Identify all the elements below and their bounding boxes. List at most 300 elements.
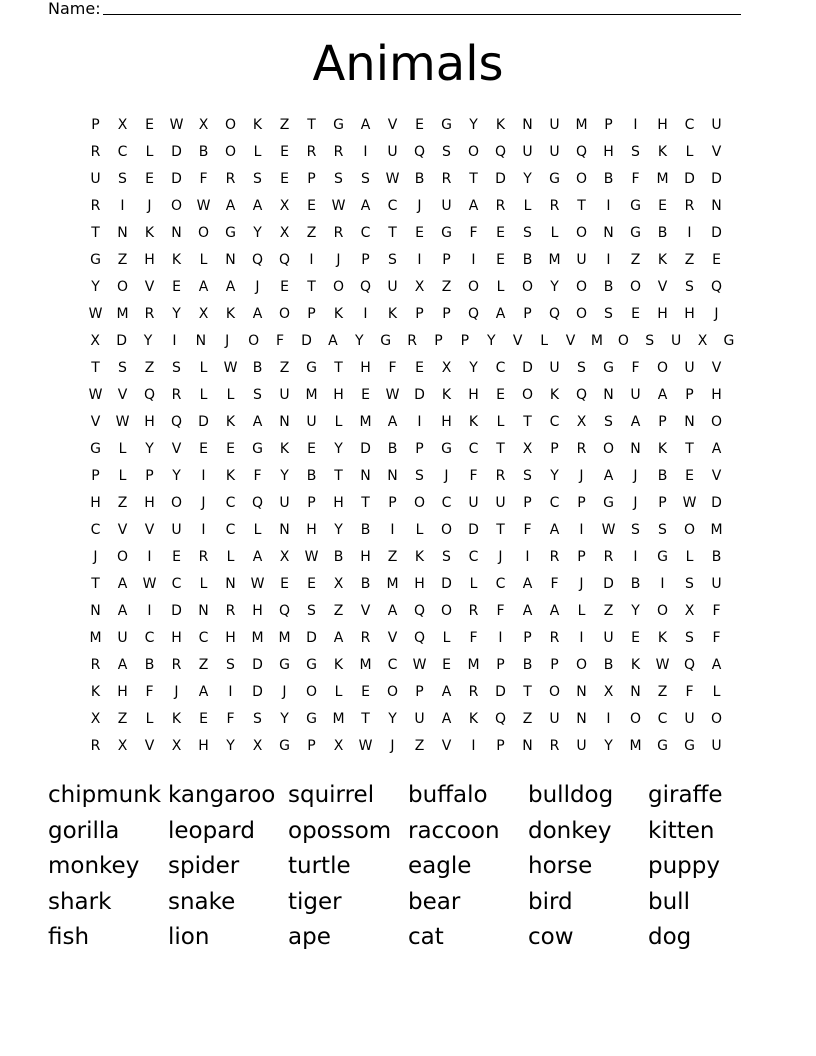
grid-letter[interactable]: N: [522, 738, 533, 754]
grid-letter[interactable]: Q: [359, 279, 372, 295]
grid-letter[interactable]: E: [307, 441, 316, 457]
grid-letter[interactable]: K: [225, 306, 236, 322]
grid-letter[interactable]: X: [198, 306, 209, 322]
grid-letter[interactable]: N: [225, 252, 236, 268]
grid-letter[interactable]: U: [549, 711, 560, 727]
grid-letter[interactable]: A: [333, 630, 344, 646]
grid-letter[interactable]: Q: [575, 387, 588, 403]
grid-letter[interactable]: S: [523, 225, 532, 241]
grid-letter[interactable]: O: [629, 279, 642, 295]
grid-letter[interactable]: Q: [683, 657, 696, 673]
grid-letter[interactable]: D: [711, 495, 722, 511]
grid-letter[interactable]: G: [380, 333, 392, 349]
grid-letter[interactable]: Q: [251, 495, 264, 511]
grid-letter[interactable]: X: [279, 225, 290, 241]
grid-letter[interactable]: W: [601, 522, 616, 538]
grid-letter[interactable]: O: [467, 279, 480, 295]
grid-letter[interactable]: R: [333, 225, 344, 241]
grid-letter[interactable]: F: [712, 603, 721, 619]
grid-letter[interactable]: R: [90, 198, 101, 214]
grid-letter[interactable]: C: [387, 657, 398, 673]
grid-letter[interactable]: P: [415, 684, 424, 700]
grid-letter[interactable]: I: [228, 684, 233, 700]
grid-letter[interactable]: P: [460, 333, 470, 349]
grid-letter[interactable]: L: [145, 144, 154, 160]
grid-letter[interactable]: F: [685, 684, 694, 700]
grid-letter[interactable]: C: [495, 360, 506, 376]
grid-letter[interactable]: E: [280, 576, 289, 592]
grid-letter[interactable]: S: [388, 252, 397, 268]
grid-letter[interactable]: P: [685, 387, 694, 403]
grid-letter[interactable]: R: [549, 198, 560, 214]
grid-letter[interactable]: M: [467, 657, 480, 673]
grid-letter[interactable]: S: [645, 333, 655, 349]
grid-letter[interactable]: O: [440, 522, 453, 538]
grid-letter[interactable]: I: [471, 738, 476, 754]
grid-letter[interactable]: F: [550, 576, 559, 592]
grid-letter[interactable]: D: [252, 684, 263, 700]
grid-letter[interactable]: C: [117, 144, 128, 160]
grid-letter[interactable]: J: [444, 468, 449, 484]
grid-letter[interactable]: A: [468, 198, 479, 214]
grid-letter[interactable]: O: [548, 684, 561, 700]
grid-letter[interactable]: L: [199, 360, 208, 376]
grid-letter[interactable]: G: [723, 333, 735, 349]
grid-letter[interactable]: L: [145, 711, 154, 727]
grid-letter[interactable]: P: [523, 630, 532, 646]
grid-letter[interactable]: U: [306, 414, 317, 430]
grid-letter[interactable]: U: [684, 711, 695, 727]
grid-letter[interactable]: I: [579, 630, 584, 646]
grid-letter[interactable]: P: [550, 657, 559, 673]
grid-letter[interactable]: X: [576, 414, 587, 430]
grid-letter[interactable]: C: [684, 117, 695, 133]
grid-letter[interactable]: A: [360, 117, 371, 133]
grid-letter[interactable]: Y: [354, 333, 364, 349]
grid-letter[interactable]: L: [415, 522, 424, 538]
grid-letter[interactable]: U: [549, 360, 560, 376]
grid-letter[interactable]: R: [225, 171, 236, 187]
grid-letter[interactable]: L: [577, 603, 586, 619]
grid-letter[interactable]: I: [525, 549, 530, 565]
grid-letter[interactable]: N: [360, 468, 371, 484]
grid-letter[interactable]: I: [633, 549, 638, 565]
grid-letter[interactable]: W: [304, 549, 319, 565]
grid-letter[interactable]: Z: [279, 117, 290, 133]
grid-letter[interactable]: U: [279, 495, 290, 511]
grid-letter[interactable]: T: [91, 360, 100, 376]
grid-letter[interactable]: A: [252, 414, 263, 430]
grid-letter[interactable]: J: [633, 495, 638, 511]
grid-letter[interactable]: S: [685, 279, 694, 295]
grid-letter[interactable]: X: [603, 684, 614, 700]
grid-letter[interactable]: Z: [603, 603, 614, 619]
grid-letter[interactable]: Z: [279, 360, 290, 376]
grid-letter[interactable]: N: [198, 603, 209, 619]
grid-letter[interactable]: C: [549, 495, 560, 511]
grid-letter[interactable]: A: [360, 198, 371, 214]
grid-letter[interactable]: Y: [143, 333, 153, 349]
grid-letter[interactable]: A: [252, 306, 263, 322]
grid-letter[interactable]: V: [711, 360, 722, 376]
grid-letter[interactable]: A: [657, 387, 668, 403]
grid-letter[interactable]: Z: [441, 279, 452, 295]
grid-letter[interactable]: D: [711, 225, 722, 241]
grid-letter[interactable]: U: [711, 117, 722, 133]
grid-letter[interactable]: G: [279, 738, 290, 754]
grid-letter[interactable]: S: [361, 171, 370, 187]
grid-letter[interactable]: R: [549, 549, 560, 565]
grid-letter[interactable]: K: [441, 387, 452, 403]
grid-letter[interactable]: H: [252, 603, 263, 619]
grid-letter[interactable]: B: [603, 171, 614, 187]
grid-letter[interactable]: R: [225, 603, 236, 619]
grid-letter[interactable]: F: [145, 684, 154, 700]
grid-letter[interactable]: O: [278, 306, 291, 322]
grid-letter[interactable]: W: [115, 414, 130, 430]
grid-letter[interactable]: A: [522, 576, 533, 592]
grid-letter[interactable]: G: [441, 225, 452, 241]
grid-letter[interactable]: O: [197, 225, 210, 241]
grid-letter[interactable]: U: [468, 495, 479, 511]
grid-letter[interactable]: F: [523, 522, 532, 538]
grid-letter[interactable]: Z: [117, 711, 128, 727]
grid-letter[interactable]: P: [658, 495, 667, 511]
grid-letter[interactable]: B: [522, 657, 533, 673]
grid-letter[interactable]: S: [442, 144, 451, 160]
grid-letter[interactable]: O: [248, 333, 260, 349]
grid-letter[interactable]: H: [333, 387, 344, 403]
grid-letter[interactable]: Y: [631, 603, 640, 619]
grid-letter[interactable]: H: [711, 387, 722, 403]
grid-letter[interactable]: O: [224, 144, 237, 160]
grid-letter[interactable]: O: [710, 414, 723, 430]
grid-letter[interactable]: P: [496, 738, 505, 754]
grid-letter[interactable]: G: [306, 657, 317, 673]
grid-letter[interactable]: L: [469, 576, 478, 592]
grid-letter[interactable]: O: [575, 171, 588, 187]
grid-letter[interactable]: V: [711, 144, 722, 160]
grid-letter[interactable]: P: [577, 549, 586, 565]
grid-letter[interactable]: X: [279, 549, 290, 565]
grid-letter[interactable]: U: [711, 576, 722, 592]
grid-letter[interactable]: F: [469, 468, 478, 484]
grid-letter[interactable]: A: [549, 603, 560, 619]
grid-letter[interactable]: K: [333, 306, 344, 322]
grid-letter[interactable]: E: [280, 171, 289, 187]
grid-letter[interactable]: F: [712, 630, 721, 646]
grid-letter[interactable]: D: [684, 171, 695, 187]
grid-letter[interactable]: Q: [575, 144, 588, 160]
grid-letter[interactable]: T: [496, 441, 505, 457]
grid-letter[interactable]: E: [172, 549, 181, 565]
grid-letter[interactable]: A: [603, 468, 614, 484]
grid-letter[interactable]: R: [684, 198, 695, 214]
grid-letter[interactable]: G: [306, 711, 317, 727]
grid-letter[interactable]: I: [606, 198, 611, 214]
grid-letter[interactable]: U: [117, 630, 128, 646]
grid-letter[interactable]: W: [169, 117, 184, 133]
grid-letter[interactable]: E: [280, 144, 289, 160]
grid-letter[interactable]: G: [657, 738, 668, 754]
grid-letter[interactable]: K: [387, 306, 398, 322]
grid-letter[interactable]: I: [172, 333, 177, 349]
grid-letter[interactable]: A: [441, 711, 452, 727]
grid-letter[interactable]: D: [468, 522, 479, 538]
grid-letter[interactable]: V: [565, 333, 576, 349]
grid-letter[interactable]: U: [387, 279, 398, 295]
grid-letter[interactable]: V: [512, 333, 523, 349]
grid-letter[interactable]: N: [225, 576, 236, 592]
grid-letter[interactable]: E: [442, 657, 451, 673]
grid-letter[interactable]: X: [90, 333, 100, 349]
grid-letter[interactable]: B: [360, 522, 371, 538]
grid-letter[interactable]: P: [604, 117, 613, 133]
grid-letter[interactable]: Y: [145, 441, 154, 457]
grid-letter[interactable]: K: [333, 657, 344, 673]
grid-letter[interactable]: H: [360, 360, 371, 376]
grid-letter[interactable]: P: [442, 252, 451, 268]
grid-letter[interactable]: N: [387, 468, 398, 484]
grid-letter[interactable]: Q: [251, 252, 264, 268]
grid-letter[interactable]: H: [468, 387, 479, 403]
grid-letter[interactable]: D: [711, 171, 722, 187]
grid-letter[interactable]: F: [469, 630, 478, 646]
grid-letter[interactable]: T: [361, 711, 370, 727]
grid-letter[interactable]: H: [360, 549, 371, 565]
grid-letter[interactable]: P: [145, 468, 154, 484]
grid-letter[interactable]: A: [225, 279, 236, 295]
grid-letter[interactable]: I: [363, 306, 368, 322]
grid-letter[interactable]: Z: [657, 684, 668, 700]
grid-letter[interactable]: J: [390, 738, 395, 754]
grid-letter[interactable]: D: [603, 576, 614, 592]
grid-letter[interactable]: A: [225, 198, 236, 214]
grid-letter[interactable]: G: [441, 441, 452, 457]
grid-letter[interactable]: B: [198, 144, 209, 160]
grid-letter[interactable]: R: [468, 603, 479, 619]
grid-letter[interactable]: Y: [487, 333, 496, 349]
grid-letter[interactable]: A: [441, 684, 452, 700]
grid-letter[interactable]: Y: [91, 279, 100, 295]
grid-letter[interactable]: S: [226, 657, 235, 673]
grid-letter[interactable]: T: [91, 576, 100, 592]
grid-letter[interactable]: I: [363, 144, 368, 160]
grid-letter[interactable]: R: [468, 684, 479, 700]
grid-letter[interactable]: K: [495, 117, 506, 133]
grid-letter[interactable]: U: [90, 171, 101, 187]
grid-letter[interactable]: Z: [306, 225, 317, 241]
grid-letter[interactable]: B: [333, 549, 344, 565]
grid-letter[interactable]: M: [359, 414, 372, 430]
grid-letter[interactable]: E: [172, 279, 181, 295]
grid-letter[interactable]: N: [711, 198, 722, 214]
grid-letter[interactable]: E: [415, 117, 424, 133]
grid-letter[interactable]: J: [579, 468, 584, 484]
grid-letter[interactable]: L: [334, 684, 343, 700]
grid-letter[interactable]: P: [577, 495, 586, 511]
grid-letter[interactable]: M: [656, 171, 669, 187]
grid-letter[interactable]: F: [253, 468, 262, 484]
grid-letter[interactable]: P: [415, 441, 424, 457]
grid-letter[interactable]: O: [656, 603, 669, 619]
grid-letter[interactable]: Y: [550, 279, 559, 295]
grid-letter[interactable]: W: [88, 387, 103, 403]
grid-letter[interactable]: U: [495, 495, 506, 511]
grid-letter[interactable]: S: [118, 360, 127, 376]
grid-letter[interactable]: S: [307, 603, 316, 619]
grid-letter[interactable]: J: [174, 684, 179, 700]
grid-letter[interactable]: I: [120, 198, 125, 214]
grid-letter[interactable]: N: [684, 414, 695, 430]
grid-letter[interactable]: X: [117, 738, 128, 754]
grid-letter[interactable]: L: [118, 468, 127, 484]
grid-letter[interactable]: L: [199, 252, 208, 268]
grid-letter[interactable]: L: [253, 522, 262, 538]
grid-letter[interactable]: A: [328, 333, 338, 349]
grid-letter[interactable]: M: [710, 522, 723, 538]
grid-letter[interactable]: C: [225, 522, 236, 538]
grid-letter[interactable]: K: [657, 630, 668, 646]
grid-letter[interactable]: T: [307, 279, 316, 295]
grid-letter[interactable]: F: [631, 171, 640, 187]
grid-letter[interactable]: J: [225, 333, 230, 349]
grid-letter[interactable]: W: [196, 198, 211, 214]
grid-letter[interactable]: F: [469, 225, 478, 241]
grid-letter[interactable]: S: [253, 387, 262, 403]
grid-letter[interactable]: N: [90, 603, 101, 619]
grid-letter[interactable]: F: [388, 360, 397, 376]
grid-letter[interactable]: T: [523, 684, 532, 700]
name-underline[interactable]: [103, 14, 741, 15]
grid-letter[interactable]: Y: [334, 522, 343, 538]
grid-letter[interactable]: D: [306, 630, 317, 646]
grid-letter[interactable]: D: [495, 684, 506, 700]
grid-letter[interactable]: S: [631, 522, 640, 538]
grid-letter[interactable]: W: [142, 576, 157, 592]
grid-letter[interactable]: K: [171, 711, 182, 727]
grid-letter[interactable]: R: [198, 549, 209, 565]
grid-letter[interactable]: W: [250, 576, 265, 592]
grid-letter[interactable]: F: [199, 171, 208, 187]
grid-letter[interactable]: R: [171, 657, 182, 673]
grid-letter[interactable]: D: [116, 333, 127, 349]
grid-letter[interactable]: X: [333, 576, 344, 592]
grid-letter[interactable]: I: [147, 603, 152, 619]
grid-letter[interactable]: P: [658, 414, 667, 430]
grid-letter[interactable]: B: [657, 225, 668, 241]
grid-letter[interactable]: A: [198, 279, 209, 295]
grid-letter[interactable]: K: [279, 441, 290, 457]
grid-letter[interactable]: S: [523, 468, 532, 484]
grid-letter[interactable]: O: [617, 333, 629, 349]
grid-letter[interactable]: W: [655, 657, 670, 673]
grid-letter[interactable]: M: [386, 576, 399, 592]
grid-letter[interactable]: W: [223, 360, 238, 376]
grid-letter[interactable]: G: [90, 252, 101, 268]
grid-letter[interactable]: W: [385, 171, 400, 187]
grid-letter[interactable]: U: [171, 522, 182, 538]
grid-letter[interactable]: J: [714, 306, 719, 322]
grid-letter[interactable]: C: [441, 495, 452, 511]
grid-letter[interactable]: S: [631, 144, 640, 160]
grid-letter[interactable]: E: [361, 387, 370, 403]
grid-letter[interactable]: E: [307, 198, 316, 214]
grid-letter[interactable]: H: [441, 414, 452, 430]
grid-letter[interactable]: X: [522, 441, 533, 457]
grid-letter[interactable]: R: [576, 441, 587, 457]
grid-letter[interactable]: I: [687, 225, 692, 241]
grid-letter[interactable]: E: [631, 630, 640, 646]
grid-letter[interactable]: G: [333, 117, 344, 133]
grid-letter[interactable]: U: [279, 387, 290, 403]
grid-letter[interactable]: W: [358, 738, 373, 754]
grid-letter[interactable]: L: [253, 144, 262, 160]
grid-letter[interactable]: H: [198, 738, 209, 754]
grid-letter[interactable]: N: [522, 117, 533, 133]
grid-letter[interactable]: I: [633, 117, 638, 133]
grid-letter[interactable]: D: [171, 603, 182, 619]
grid-letter[interactable]: B: [603, 279, 614, 295]
grid-letter[interactable]: Q: [413, 603, 426, 619]
grid-letter[interactable]: Z: [684, 252, 695, 268]
grid-letter[interactable]: O: [575, 279, 588, 295]
grid-letter[interactable]: E: [415, 225, 424, 241]
grid-letter[interactable]: R: [306, 144, 317, 160]
grid-letter[interactable]: E: [145, 171, 154, 187]
grid-letter[interactable]: V: [387, 117, 398, 133]
grid-letter[interactable]: S: [577, 360, 586, 376]
grid-letter[interactable]: J: [336, 252, 341, 268]
grid-letter[interactable]: X: [441, 360, 452, 376]
grid-letter[interactable]: M: [116, 306, 129, 322]
grid-letter[interactable]: Q: [170, 414, 183, 430]
grid-letter[interactable]: M: [89, 630, 102, 646]
grid-letter[interactable]: H: [657, 117, 668, 133]
grid-letter[interactable]: I: [201, 468, 206, 484]
grid-letter[interactable]: L: [442, 630, 451, 646]
grid-letter[interactable]: U: [549, 144, 560, 160]
grid-letter[interactable]: U: [387, 144, 398, 160]
grid-letter[interactable]: F: [226, 711, 235, 727]
grid-letter[interactable]: E: [280, 279, 289, 295]
grid-letter[interactable]: W: [682, 495, 697, 511]
grid-letter[interactable]: M: [278, 630, 291, 646]
grid-letter[interactable]: C: [549, 414, 560, 430]
grid-letter[interactable]: O: [305, 684, 318, 700]
grid-letter[interactable]: Z: [414, 738, 425, 754]
grid-letter[interactable]: E: [199, 711, 208, 727]
grid-letter[interactable]: O: [224, 117, 237, 133]
grid-letter[interactable]: N: [117, 225, 128, 241]
grid-letter[interactable]: G: [441, 117, 452, 133]
grid-letter[interactable]: A: [522, 603, 533, 619]
grid-letter[interactable]: O: [656, 360, 669, 376]
grid-letter[interactable]: L: [334, 414, 343, 430]
grid-letter[interactable]: A: [117, 576, 128, 592]
grid-letter[interactable]: X: [697, 333, 708, 349]
grid-letter[interactable]: H: [603, 144, 614, 160]
grid-letter[interactable]: U: [630, 387, 641, 403]
grid-letter[interactable]: H: [144, 495, 155, 511]
grid-letter[interactable]: H: [171, 630, 182, 646]
grid-letter[interactable]: I: [660, 576, 665, 592]
grid-letter[interactable]: C: [171, 576, 182, 592]
grid-letter[interactable]: A: [711, 657, 722, 673]
grid-letter[interactable]: F: [496, 603, 505, 619]
grid-letter[interactable]: B: [603, 657, 614, 673]
grid-letter[interactable]: Y: [172, 468, 181, 484]
